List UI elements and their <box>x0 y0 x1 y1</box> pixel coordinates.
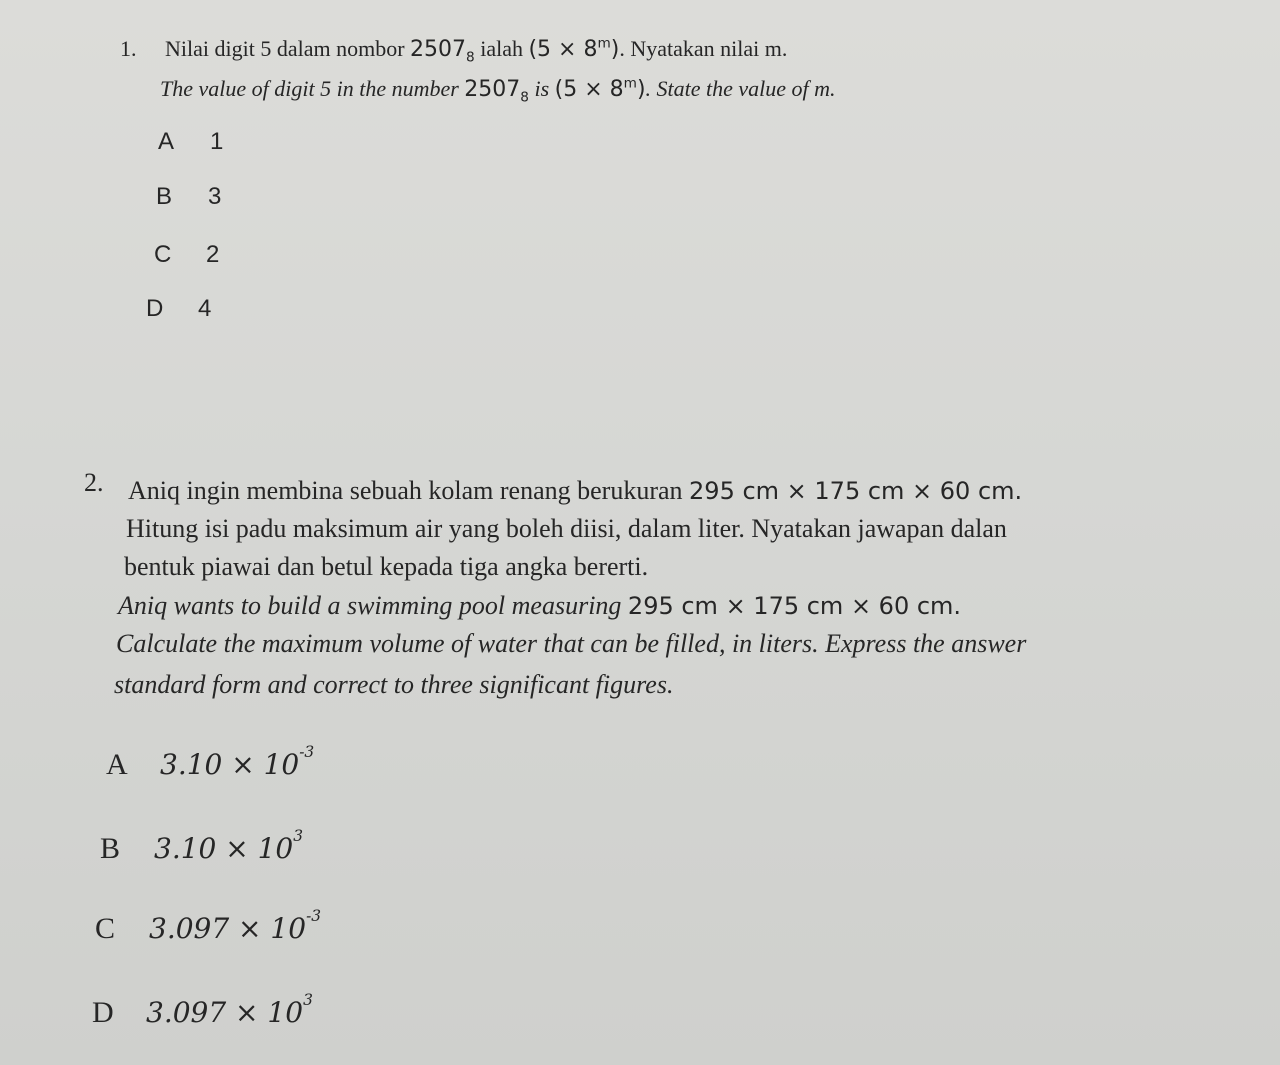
option-letter: A <box>158 128 175 155</box>
q1-malay-base-number <box>410 37 475 66</box>
option-exponent: 3 <box>303 990 313 1009</box>
q1-english-prefix: The value of digit 5 in the number <box>160 76 465 101</box>
option-letter: A <box>106 748 128 781</box>
option-exponent: -3 <box>306 906 322 925</box>
q1-english-expr-close: ) <box>636 77 646 102</box>
question-1-malay-text <box>165 35 788 66</box>
option-letter: C <box>95 912 116 945</box>
option-value <box>149 906 322 945</box>
question-2-number: 2. <box>84 468 104 497</box>
question-1-number: 1. <box>120 36 137 61</box>
option-exponent: 3 <box>293 826 304 845</box>
question-1-english-text <box>160 75 836 106</box>
q1-english-number: 2507 <box>464 77 521 102</box>
question-2-malay-line-2: Hitung isi padu maksimum air yang boleh diisi, dalam liter. Nyatakan jawapan dalan <box>126 514 1007 543</box>
option-value: 2 <box>206 241 220 268</box>
question-1-option-d[interactable] <box>146 295 211 323</box>
option-mantissa: 3.10 × 10 <box>160 748 300 781</box>
option-letter: B <box>100 832 121 865</box>
option-mantissa: 3.097 × 10 <box>149 912 307 945</box>
q1-english-middle: is <box>528 76 555 101</box>
q1-english-expr-open: (5 × 8 <box>554 77 624 102</box>
question-1-option-c[interactable] <box>154 241 219 269</box>
option-letter: D <box>92 996 114 1029</box>
question-2-english-line-3: standard form and correct to three significant figures. <box>114 670 674 699</box>
option-value: 4 <box>198 295 212 322</box>
option-exponent: -3 <box>299 742 315 761</box>
question-2-english-line-1 <box>118 591 961 621</box>
option-value <box>160 742 315 781</box>
q2-malay-dimensions: 295 cm × 175 cm × 60 cm. <box>689 477 1023 505</box>
question-2-malay-line-1 <box>128 476 1022 506</box>
q2-english-line-1-text: Aniq wants to build a swimming pool measuring <box>118 591 628 620</box>
option-value <box>146 990 313 1029</box>
q1-malay-expr-exp: m <box>597 35 611 52</box>
question-2-option-b[interactable] <box>100 826 304 866</box>
option-letter: D <box>146 295 164 322</box>
option-mantissa: 3.097 × 10 <box>146 996 304 1029</box>
q1-english-expr-exp: m <box>623 75 637 92</box>
option-mantissa: 3.10 × 10 <box>154 832 294 865</box>
option-letter: C <box>154 241 172 268</box>
question-1-option-a[interactable] <box>158 128 223 156</box>
q1-malay-suffix: . Nyatakan nilai m. <box>619 36 788 61</box>
question-2-malay-line-3: bentuk piawai dan betul kepada tiga angka bererti. <box>124 552 649 581</box>
q1-malay-middle: ialah <box>474 36 529 61</box>
question-2-option-c[interactable] <box>95 906 322 946</box>
q1-malay-base: 8 <box>466 49 475 66</box>
q1-malay-number: 2507 <box>410 37 467 62</box>
q1-english-base: 8 <box>520 89 529 106</box>
q1-malay-expr-close: ) <box>610 37 620 62</box>
q1-malay-prefix: Nilai digit 5 dalam nombor <box>165 36 411 61</box>
q1-malay-expr-open: (5 × 8 <box>528 37 598 62</box>
q1-english-suffix: . State the value of m. <box>645 76 836 101</box>
option-value <box>154 826 304 865</box>
question-1-option-b[interactable] <box>156 183 221 211</box>
option-value: 3 <box>208 183 222 210</box>
q1-malay-expression <box>528 37 619 62</box>
q2-malay-line-1-text: Aniq ingin membina sebuah kolam renang berukuran <box>128 476 690 505</box>
q2-english-dimensions: 295 cm × 175 cm × 60 cm. <box>627 592 962 620</box>
question-2-option-a[interactable] <box>106 742 315 782</box>
question-2-option-d[interactable] <box>92 990 313 1030</box>
question-2-english-line-2: Calculate the maximum volume of water that can be filled, in liters. Express the answer <box>116 629 1027 658</box>
q1-english-base-number <box>464 77 529 106</box>
option-value: 1 <box>210 128 224 155</box>
q1-english-expression <box>555 77 646 102</box>
option-letter: B <box>156 183 173 210</box>
